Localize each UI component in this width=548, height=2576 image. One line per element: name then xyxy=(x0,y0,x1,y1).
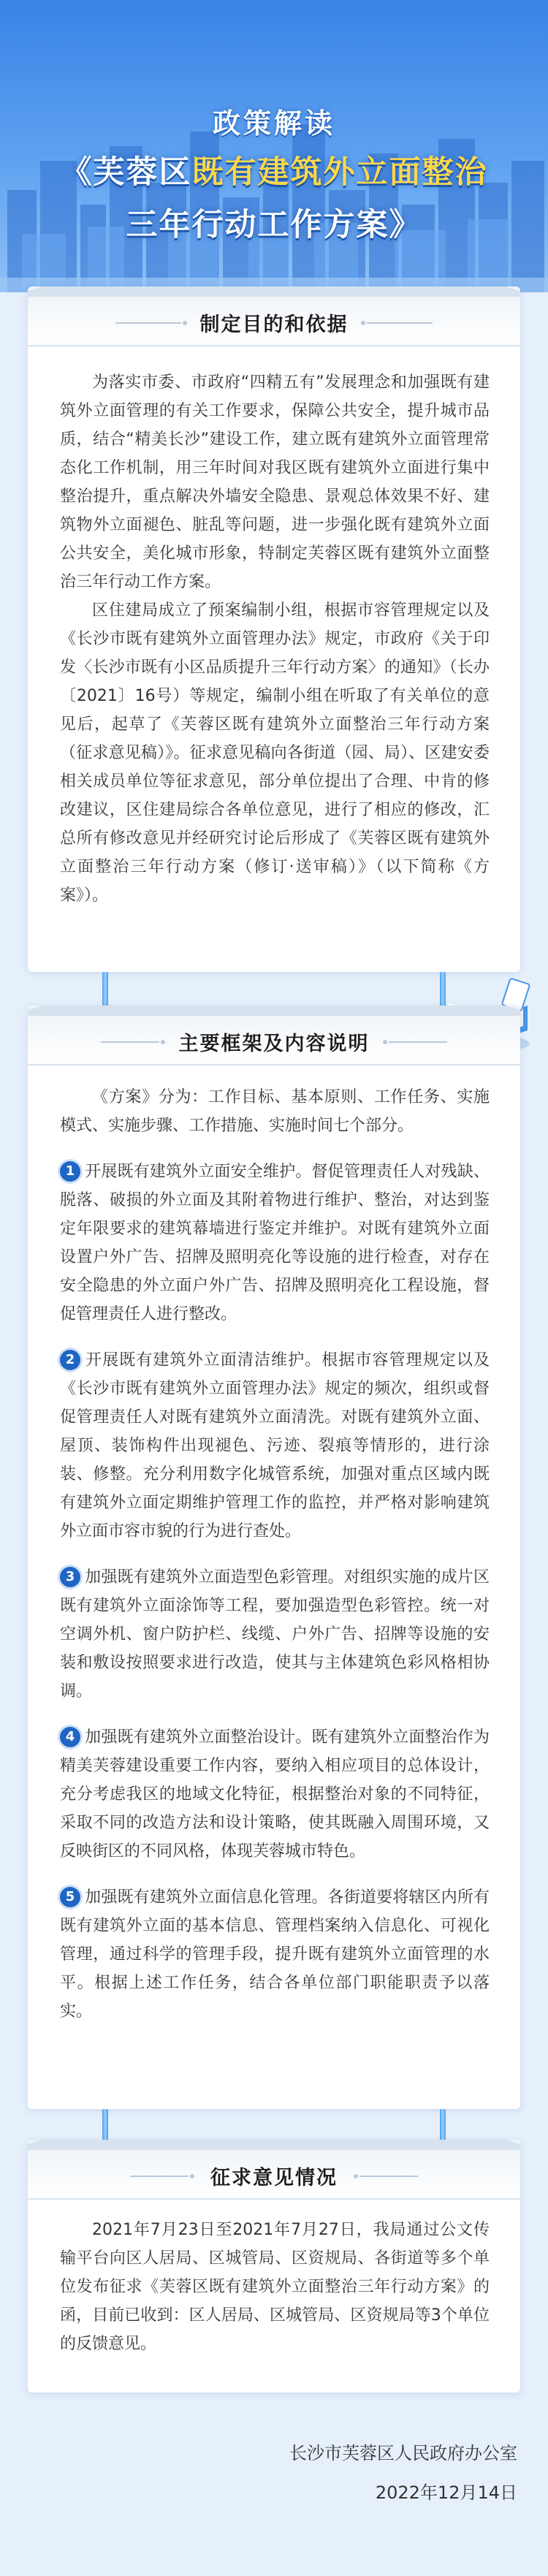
issuing-office: 长沙市芙蓉区人民政府办公室 xyxy=(289,2443,517,2463)
number-badge: 5 xyxy=(60,1887,80,1907)
number-badge: 3 xyxy=(60,1567,80,1587)
card-header xyxy=(28,286,520,346)
purpose-body xyxy=(60,368,490,910)
framework-card xyxy=(28,1006,520,2109)
section-title: 主要框架及内容说明 xyxy=(178,1033,370,1055)
number-badge: 2 xyxy=(60,1350,80,1370)
purpose-card xyxy=(28,286,520,972)
task-text: 加强既有建筑外立面整治设计。既有建筑外立面整治作为精美芙蓉建设重要工作内容，要纳入相应项目的总体设计，充分考虑我区的地域文化特征，根据整治对象的不同特征，采取不同的改造方法和设计策略，使其既融入周围环境，又反映街区的不同风格，体现芙蓉城市特色。 xyxy=(60,1728,490,1861)
section-title: 征求意见情况 xyxy=(210,2167,338,2189)
intro-paragraph: 《方案》分为：工作目标、基本原则、工作任务、实施模式、实施步骤、工作措施、实施时间七个部分。 xyxy=(60,1088,490,1135)
task-text: 开展既有建筑外立面安全维护。督促管理责任人对残缺、脱落、破损的外立面及其附着物进行维护、整治，对达到鉴定年限要求的建筑幕墙进行鉴定并维护。对既有建筑外立面设置户外广告、招牌及照明亮化等设施的进行检查，对存在安全隐患的外立面户外广告、招牌及照明亮化工程设施，督促管理责任人进行整改。 xyxy=(60,1163,490,1323)
number-badge: 4 xyxy=(60,1727,80,1747)
task-item xyxy=(60,1158,490,1329)
connector-pillar xyxy=(102,972,108,1007)
consultation-card xyxy=(28,2140,520,2393)
connector-pillar xyxy=(440,2109,446,2141)
task-item xyxy=(60,1563,490,1706)
issue-date: 2022年12月14日 xyxy=(375,2482,517,2503)
paragraph: 2021年7月23日至2021年7月27日，我局通过公文传输平台向区人居局、区城管局、区资规局、各街道等多个单位发布征求《芙蓉区既有建筑外立面整治三年行动方案》的函，目前已收到：区人居局、区城管局、区资规局等3个单位的反馈意见。 xyxy=(60,2221,490,2353)
task-text: 开展既有建筑外立面清洁维护。根据市容管理规定以及《长沙市既有建筑外立面管理办法》规定的频次，组织或督促管理责任人对既有建筑外立面清洗。对既有建筑外立面、屋顶、装饰构件出现褪色、污迹、裂痕等情形的，进行涂装、修整。充分利用数字化城管系统，加强对重点区域内既有建筑外立面定期维护管理工作的监控，并严格对影响建筑外立面市容市貌的行为进行查处。 xyxy=(60,1351,490,1540)
framework-body xyxy=(60,1083,490,2026)
paragraph: 区住建局成立了预案编制小组，根据市容管理规定以及《长沙市既有建筑外立面管理办法》规定，市政府《关于印发〈长沙市既有小区品质提升三年行动方案〉的通知》（长办〔2021〕16号）等规定，编制小组在听取了有关单位的意见后，起草了《芙蓉区既有建筑外立面整治三年行动方案（征求意见稿）》。征求意见稿向各街道（园、局）、区建安委相关成员单位等征求意见，部分单位提出了合理、中肯的修改建议，区住建局综合各单位意见，进行了相应的修改，汇总所有修改意见并经研究讨论后形成了《芙蓉区既有建筑外立面整治三年行动方案（修订·送审稿）》（以下简称《方案》）。 xyxy=(60,601,490,905)
title-highlight: 既有建筑外立面整治 xyxy=(191,154,488,191)
title-line2: 三年行动工作方案》 xyxy=(126,207,422,243)
card-header xyxy=(28,2140,520,2200)
number-badge: 1 xyxy=(60,1161,80,1182)
task-text: 加强既有建筑外立面信息化管理。各街道要将辖区内所有既有建筑外立面的基本信息、管理档案纳入信息化、可视化管理，通过科学的管理手段，提升既有建筑外立面管理的水平。根据上述工作任务，结合各单位部门职能职责予以落实。 xyxy=(60,1888,490,2021)
signature-block xyxy=(289,2433,517,2512)
card-header xyxy=(28,1006,520,1065)
consultation-body xyxy=(60,2216,490,2358)
hero-banner xyxy=(0,0,548,292)
task-item xyxy=(60,1723,490,1866)
task-text: 加强既有建筑外立面造型色彩管理。对组织实施的成片区既有建筑外立面涂饰等工程，要加强造型色彩管控。统一对空调外机、窗户防护栏、线缆、户外广告、招牌等设施的安装和敷设按照要求进行改造，使其与主体建筑色彩风格相协调。 xyxy=(60,1568,490,1701)
section-title: 制定目的和依据 xyxy=(199,314,349,336)
connector-pillar xyxy=(102,2109,108,2141)
banner-title xyxy=(22,146,526,251)
task-item xyxy=(60,1346,490,1546)
paragraph: 为落实市委、市政府“四精五有”发展理念和加强既有建筑外立面管理的有关工作要求，保障公共安全，提升城市品质，结合“精美长沙”建设工作，建立既有建筑外立面管理常态化工作机制，用三年时间对我区既有建筑外立面进行集中整治提升，重点解决外墙安全隐患、景观总体效果不好、建筑物外立面褪色、脏乱等问题，进一步强化既有建筑外立面公共安全，美化城市形象，特制定芙蓉区既有建筑外立面整治三年行动工作方案。 xyxy=(60,373,490,591)
banner-kicker: 政策解读 xyxy=(212,107,335,140)
title-open: 《芙蓉区 xyxy=(60,154,192,191)
task-item xyxy=(60,1883,490,2026)
